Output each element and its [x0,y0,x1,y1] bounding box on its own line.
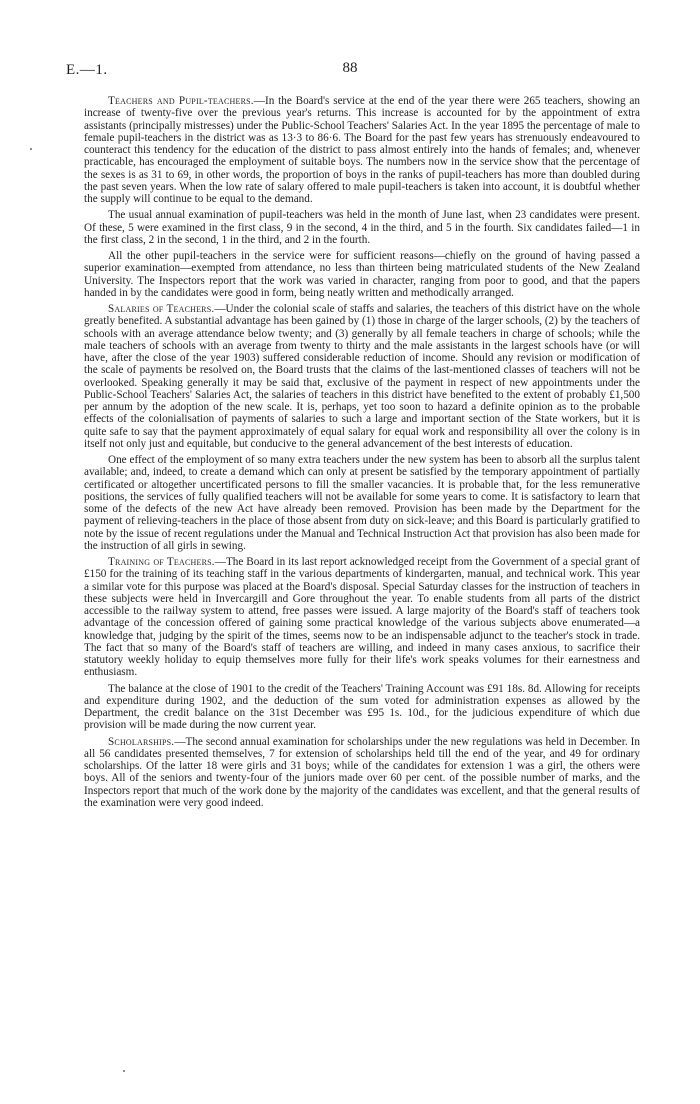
section-heading-training-of-teachers: Training of Teachers. [108,556,215,568]
paragraph-text: —The second annual examination for scholarships under the new regulations was held in December. In all 56 candidates presented themselves, 7 for extension of scholarships held till the end of the year, and 49 for ordinary scholarships. Of the latter 18 were girls and 31 boys; while of the candidates for extension 1 was a girl, the others were boys. All of the seniors and twenty-four of the juniors made over 60 per cent. of the possible number of marks, and the Inspectors report that much of the work done by the majority of the candidates was excellent, and that the general results of the examination were very good indeed. [84,735,640,809]
section-heading-teachers-and-pupil-teachers: Teachers and Pupil-teachers. [108,95,254,107]
paragraph-exempted-pupil-teachers [84,250,640,299]
paragraph-text: All the other pupil-teachers in the service were for sufficient reasons—chiefly on the ground of having passed a superior examination—exempted from attendance, no less than thirteen being matriculated students of the New Zealand University. The Inspectors report that the work was varied in character, ranging from poor to good, and that the papers handed in by the candidates were good in form, being neatly written and methodically arranged. [84,250,640,299]
paragraph-text: —In the Board's service at the end of the year there were 265 teachers, showing an increase of twenty-five over the previous year's returns. This increase is accounted for by the appointment of extra assistants (principally mistresses) under the Public-School Teachers' Salaries Act. In the year 1895 the percentage of male to female pupil-teachers in the district was as 13·3 to 86·6. The Board for the past few years has strenuously endeavoured to counteract this tendency for the education of the district to pass almost entirely into the hands of females; and, whenever practicable, has encouraged the employment of suitable boys. The numbers now in the service show that the percentage of the sexes is as 31 to 69, in other words, the proportion of boys in the ranks of pupil-teachers has more than doubled during the past seven years. When the low rate of salary offered to male pupil-teachers is taken into account, it is doubtful whether the supply will continue to be equal to the demand. [84,95,640,205]
paragraph-extra-teachers-effect [84,454,640,552]
paragraph-salaries-of-teachers [84,303,640,450]
paragraph-text: The usual annual examination of pupil-teachers was held in the month of June last, when 23 candidates were present. Of these, 5 were examined in the first class, 9 in the second, 4 in the third, and 5 in the fourth. Six candidates failed—1 in the first class, 2 in the second, 1 in the third, and 2 in the fourth. [84,209,640,246]
paragraph-pupil-teacher-examination [84,209,640,246]
paragraph-scholarships [84,736,640,810]
paragraph-text: One effect of the employment of so many extra teachers under the new system has been to absorb all the surplus talent available; and, indeed, to create a demand which can only at present be satisfied by the temporary appointment of partially certificated or altogether uncertificated persons to fill the smaller vacancies. It is probable that, for the less remunerative positions, the services of fully qualified teachers will not be available for some years to come. It is satisfactory to learn that some of the defects of the new Act have already been removed. Provision has been made by the Department for the payment of relieving-teachers in the place of those absent from duty on sick-leave; and this Board is particularly gratified to note by the issue of recent regulations under the Manual and Technical Instruction Act that provision has also been made for the instruction of all girls in sewing. [84,454,640,552]
paragraph-text: —The Board in its last report acknowledged receipt from the Government of a special grant of £150 for the training of its teaching staff in the various departments of kindergarten, manual, and technical work. This year a similar vote for this purpose was placed at the Board's disposal. Special Saturday classes for the instruction of teachers in these subjects were held in Invercargill and Gore throughout the year. To enable students from all parts of the district accessible to the railway system to attend, free passes were issued. A large majority of the Board's staff of teachers took advantage of the concession offered of gaining some practical knowledge of the various subjects above enumerated—a knowledge that, judging by the spirit of the times, seems now to be an indispensable adjunct to the teacher's stock in trade. The fact that so many of the Board's staff of teachers are willing, and indeed in many cases anxious, to sacrifice their statutory weekly holiday to equip themselves more fully for their life's work speaks volumes for their earnestness and enthusiasm. [84,556,640,679]
report-body [84,95,640,813]
paragraph-text: —Under the colonial scale of staffs and salaries, the teachers of this district have on the whole greatly benefited. A substantial advantage has been gained by (1) those in charge of the larger schools, (2) by the teachers of schools with an average attendance below twenty; and (3) generally by all female teachers in charge of schools; while the male teachers of schools with an average from twenty to thirty and the male assistants in the largest schools have (or will have, after the close of the year 1903) suffered considerable reduction of income. Should any revision or modification of the scale of payments be resolved on, the Board trusts that the claims of the last-mentioned classes of teachers will not be overlooked. Speaking generally it may be said that, exclusive of the payment in respect of new appointments under the Public-School Teachers' Salaries Act, the salaries of teachers in this district have benefited to the extent of probably £1,500 per annum by the adoption of the new scale. It is, perhaps, yet too soon to hazard a definite opinion as to the probable effects of the colonialisation of payments of salaries to such a large and important section of the State workers, but it is quite safe to say that the payment approximately of equal salary for equal work and responsibility all over the colony is in itself not only just and equitable, but conducive to the general advancement of the best interests of education. [84,303,640,450]
paragraph-text: The balance at the close of 1901 to the credit of the Teachers' Training Account was £91 18s. 8d. Allowing for receipts and expenditure during 1902, and the deduction of the sum voted for administration expenses as allowed by the Department, the credit balance on the 31st December was £95 1s. 10d., for the judicious expenditure of which due provision will be made during the now current year. [84,682,640,732]
paragraph-training-account-balance [84,683,640,732]
section-heading-salaries-of-teachers: Salaries of Teachers. [108,303,215,315]
bottom-speck [123,1070,125,1072]
paragraph-teachers-and-pupil-teachers [84,95,640,205]
page-number: 88 [342,60,358,76]
margin-speck [30,148,32,150]
document-reference: E.—1. [66,62,108,78]
section-heading-scholarships: Scholarships. [108,735,175,748]
paragraph-training-of-teachers [84,556,640,679]
